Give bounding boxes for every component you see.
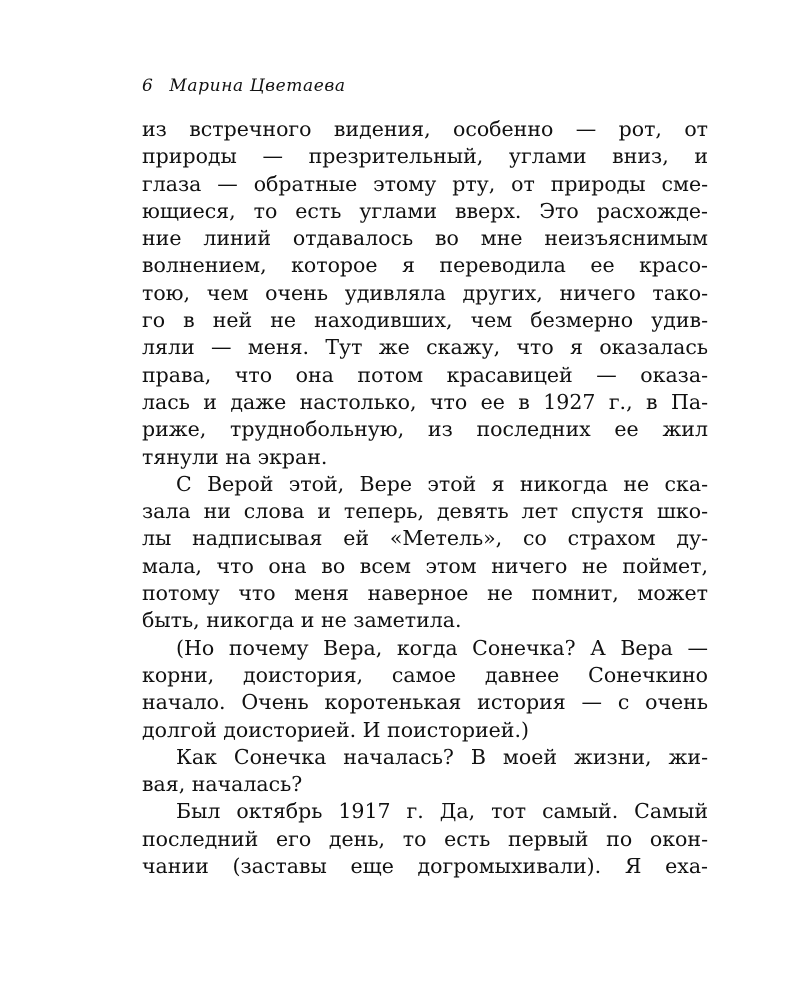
text-line: природы — презрительный, углами вниз, и <box>142 144 708 169</box>
page-number: 6 <box>142 76 154 96</box>
text-line: вая, началась? <box>142 772 303 797</box>
text-line: ние линий отдавалось во мне неизъяснимым <box>142 226 708 251</box>
text-line: лась и даже настолько, что ее в 1927 г., в Па- <box>142 389 708 414</box>
text-line: потому что меня наверное не помнит, может <box>142 581 708 606</box>
text-line: риже, труднобольную, из последних ее жил <box>142 417 708 442</box>
text-line: глаза — обратные этому рту, от природы сме- <box>142 171 708 196</box>
text-line: волнением, которое я переводила ее красо- <box>142 253 708 278</box>
text-line: (Но почему Вера, когда Сонечка? А Вера — <box>176 635 708 660</box>
text-line: тою, чем очень удивляла других, ничего тако- <box>142 280 708 305</box>
text-line: С Верой этой, Вере этой я никогда не ска- <box>176 471 708 496</box>
text-line: ляли — меня. Тут же скажу, что я оказалась <box>142 335 708 360</box>
running-head <box>142 76 346 96</box>
text-line: корни, доистория, самое давнее Сонечкино <box>142 662 708 687</box>
text-line: го в ней не находивших, чем безмерно удив- <box>142 308 708 333</box>
text-line: из встречного видения, особенно — рот, от <box>142 117 708 141</box>
author-name: Марина Цветаева <box>169 76 346 96</box>
text-line: лы надписывая ей «Метель», со страхом ду- <box>142 526 708 551</box>
text-line: чании (заставы еще догромыхивали). Я еха- <box>142 854 708 879</box>
text-line: последний его день, то есть первый по окон- <box>142 826 708 851</box>
text-line: начало. Очень коротенькая история — с очень <box>142 690 708 715</box>
text-line: быть, никогда и не заметила. <box>142 608 462 633</box>
text-line: Был октябрь 1917 г. Да, тот самый. Самый <box>176 799 708 824</box>
text-line: зала ни слова и теперь, девять лет спустя шко- <box>142 499 708 524</box>
text-line: права, что она потом красавицей — оказа- <box>142 362 708 387</box>
text-line: ющиеся, то есть углами вверх. Это расхожде- <box>142 198 708 223</box>
text-line: долгой доисторией. И поисторией.) <box>142 717 529 742</box>
text-line: мала, что она во всем этом ничего не поймет, <box>142 553 708 578</box>
text-line: тянули на экран. <box>142 444 328 469</box>
body-text <box>142 116 708 880</box>
text-line: Как Сонечка началась? В моей жизни, жи- <box>176 744 708 769</box>
